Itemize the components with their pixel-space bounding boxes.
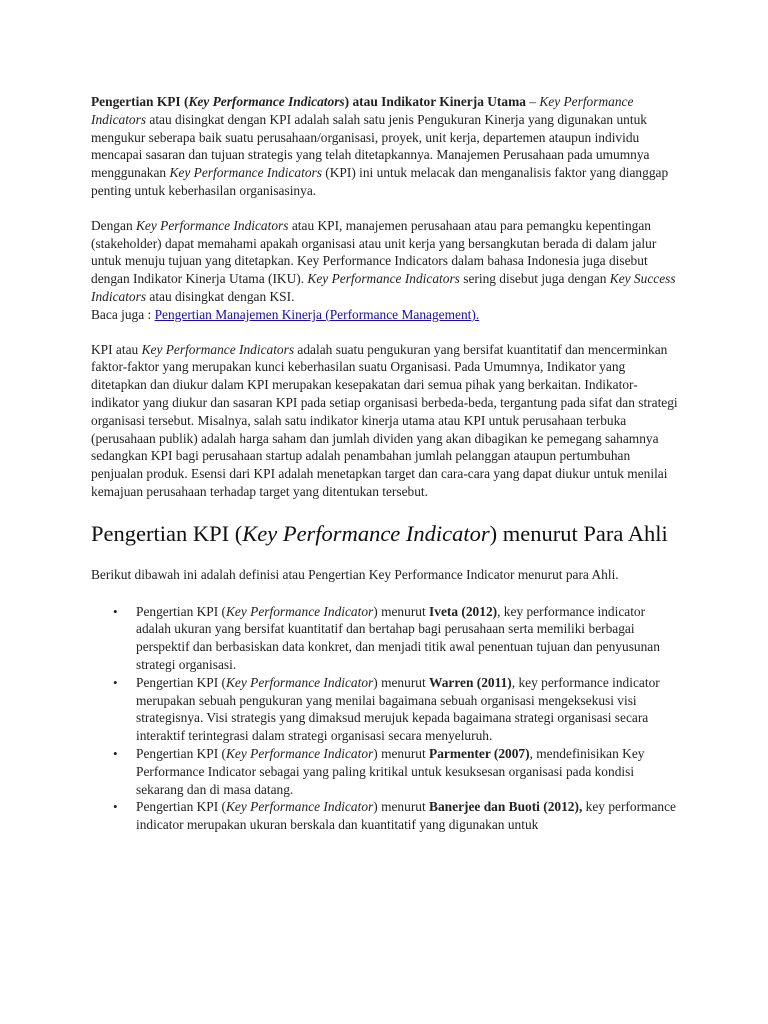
list-item: • Pengertian KPI (Key Performance Indicator) menurut Banerjee dan Buoti (2012), key performance indicator merupakan ukuran berskala dan kuantitatif yang digunakan untuk xyxy=(113,799,676,833)
read-also-link[interactable]: Pengertian Manajemen Kinerja (Performance Management). xyxy=(154,306,480,322)
author-name: Warren (2011) xyxy=(429,674,512,690)
author-name: Iveta (2012) xyxy=(429,603,498,619)
document-page xyxy=(91,93,683,834)
bullet-icon: • xyxy=(113,799,118,815)
list-item: • Pengertian KPI (Key Performance Indicator) menurut Parmenter (2007), mendefinisikan Key Performance Indicator sebagai yang paling kritikal untuk kesuksesan organisasi pada kondisi sekarang dan di masa datang. xyxy=(113,745,645,797)
list-item: • Pengertian KPI (Key Performance Indicator) menurut Warren (2011), key performance indicator merupakan sebuah pengukuran yang menilai bagaimana sebuah organisasi mengeksekusi visi strategisnya. Visi strategis yang dimaksud merujuk kepada bagaimana strategi organisasi secara interaktif terintegrasi dalam strategi organisasi secara menyeluruh. xyxy=(113,674,660,744)
paragraph-kpi-usage: Dengan Key Performance Indicators atau KPI, manajemen perusahaan atau para pemangku kepentingan (stakeholder) dapat memahami apakah organisasi atau unit kerja yang bersangkutan berada di dalam jalur untuk menuju tujuan yang ditetapkan. Key Performance Indicators dalam bahasa Indonesia juga disebut dengan Indikator Kinerja Utama (IKU). Key Performance Indicators sering disebut juga dengan Key Success Indicators atau disingkat dengan KSI. Baca juga : Pengertian Manajemen Kinerja (Performance Management). xyxy=(91,217,676,322)
section-intro: Berikut dibawah ini adalah definisi atau Pengertian Key Performance Indicator menurut para Ahli. xyxy=(91,566,619,582)
paragraph-kpi-definition: Pengertian KPI (Key Performance Indicators) atau Indikator Kinerja Utama – Key Performance Indicators atau disingkat dengan KPI adalah salah satu jenis Pengukuran Kinerja yang digunakan untuk mengukur seberapa baik suatu perusahaan/organisasi, proyek, unit kerja, departemen ataupun individu mencapai sasaran dan tujuan strategis yang telah ditetapkannya. Manajemen Perusahaan pada umumnya menggunakan Key Performance Indicators (KPI) ini untuk melacak dan menganalisis faktor yang dianggap penting untuk keberhasilan organisasinya. xyxy=(91,94,669,198)
definition-title: Pengertian KPI (Key Performance Indicators) atau Indikator Kinerja Utama xyxy=(91,94,526,109)
bullet-icon: • xyxy=(113,674,118,690)
author-name: Parmenter (2007) xyxy=(429,745,530,761)
paragraph-kpi-explanation: KPI atau Key Performance Indicators adalah suatu pengukuran yang bersifat kuantitatif dan mencerminkan faktor-faktor yang merupakan kunci keberhasilan suatu Organisasi. Pada Umumnya, Indikator yang ditetapkan dan diukur dalam KPI merupakan kesepakatan dari semua pihak yang berkaitan. Indikator-indikator yang diukur dan sasaran KPI pada setiap organisasi berbeda-beda, tergantung pada sifat dan strategi organisasi tersebut. Misalnya, salah satu indikator kinerja utama atau KPI untuk perusahaan terbuka (perusahaan publik) adalah harga saham dan jumlah dividen yang akan dibagikan ke pemegang sahamnya sedangkan KPI bagi perusahaan startup adalah penambahan jumlah pelanggan ataupun pertumbuhan penjualan produk. Esensi dari KPI adalah menetapkan target dan cara-cara yang dapat diukur untuk menilai kemajuan perusahaan terhadap target yang ditentukan tersebut. xyxy=(91,341,678,499)
expert-definition-list xyxy=(91,603,683,834)
read-also-label: Baca juga : xyxy=(91,306,155,322)
section-heading: Pengertian KPI (Key Performance Indicator) menurut Para Ahli xyxy=(91,520,668,546)
list-item: • Pengertian KPI (Key Performance Indicator) menurut Iveta (2012), key performance indicator adalah ukuran yang bersifat kuantitatif dan bertahap bagi perusahaan serta memiliki berbagai perspektif dan berbasiskan data konkret, dan menjadi titik awal penentuan tujuan dan penyusunan strategi organisasi. xyxy=(113,603,660,672)
bullet-icon: • xyxy=(113,745,118,761)
author-name: Banerjee dan Buoti (2012), xyxy=(429,799,583,815)
bullet-icon: • xyxy=(113,603,118,619)
